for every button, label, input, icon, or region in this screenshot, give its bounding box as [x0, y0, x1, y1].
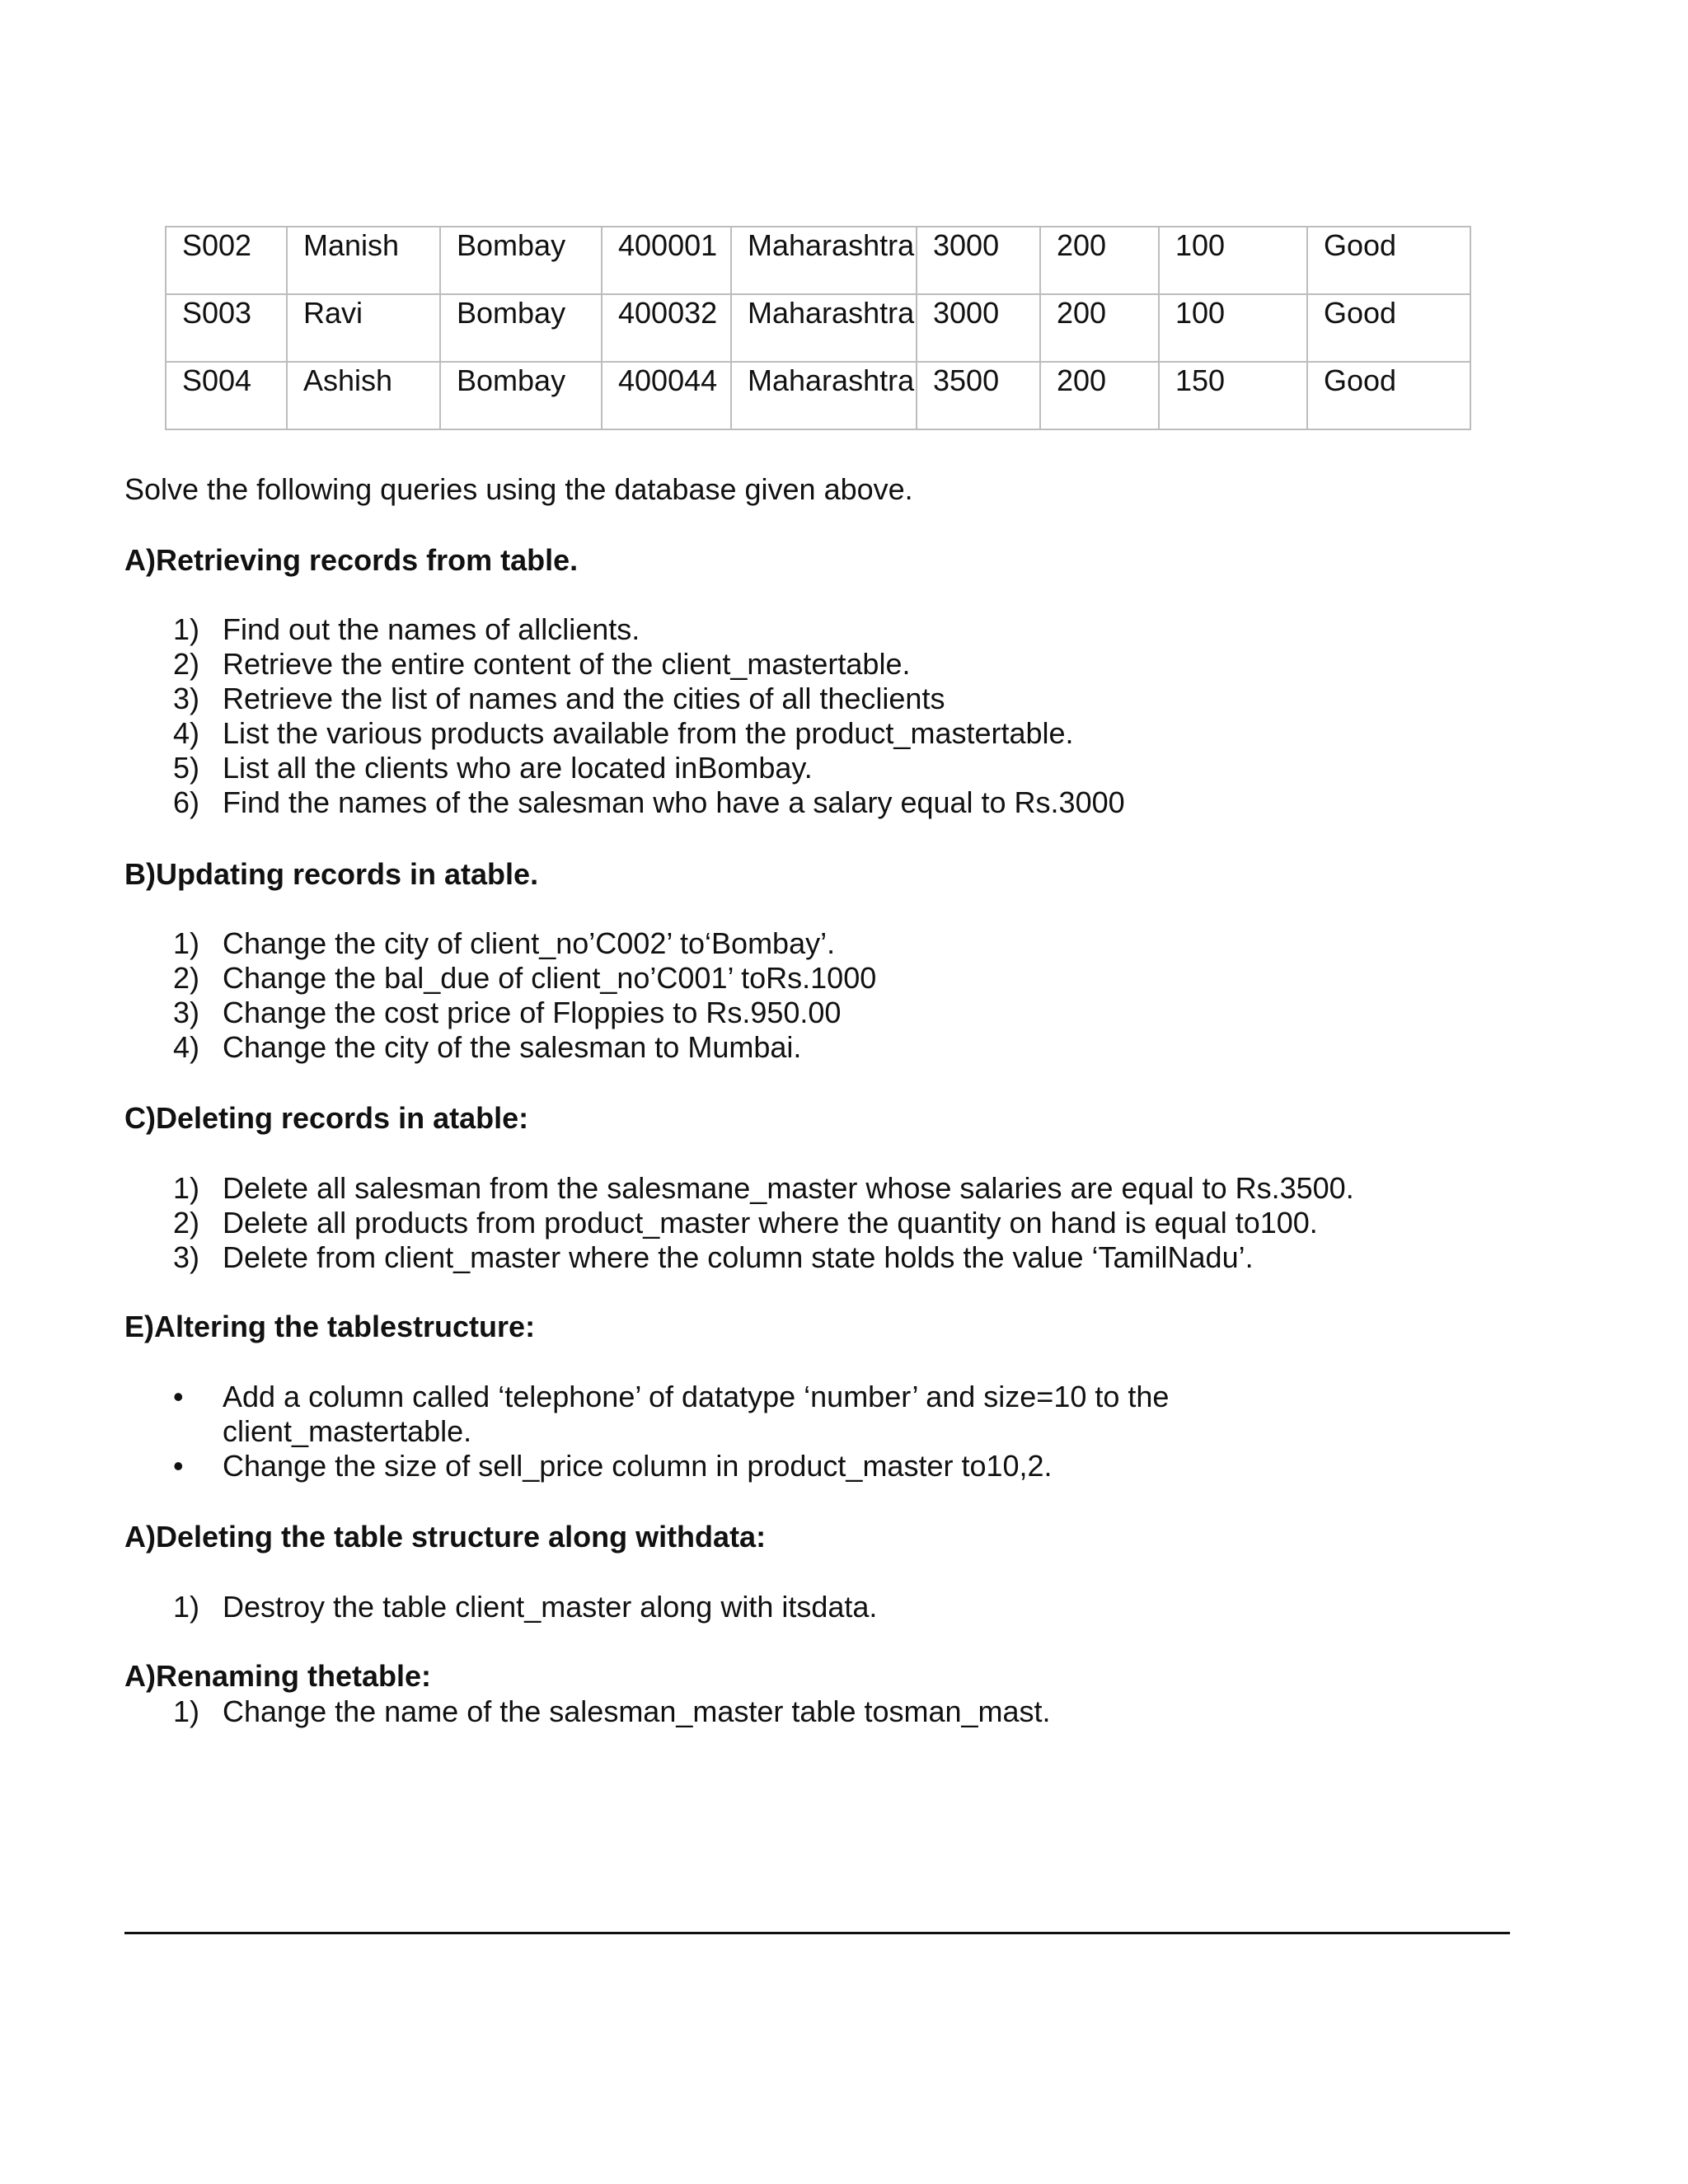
table-cell: 400001 — [602, 227, 731, 294]
table-cell: Manish — [287, 227, 440, 294]
section-heading-altering: E)Altering the tablestructure: — [124, 1310, 536, 1343]
table-cell: Good — [1307, 362, 1470, 429]
list-item: 1) Change the name of the salesman_master table tosman_mast. — [173, 1694, 1051, 1728]
list-item: 3) Change the cost price of Floppies to Rs.950.00 — [173, 996, 842, 1029]
bullet-icon: • — [173, 1380, 184, 1413]
list-item: 4) Change the city of the salesman to Mumbai. — [173, 1030, 802, 1064]
table-row — [166, 362, 1470, 429]
list-item: 3) Retrieve the list of names and the cities of all theclients — [173, 682, 945, 715]
table-cell: 400044 — [602, 362, 731, 429]
table-row — [166, 227, 1470, 294]
table-cell: 200 — [1040, 362, 1159, 429]
dropping-query-list — [173, 1590, 877, 1624]
table-cell: S003 — [166, 294, 287, 362]
list-item: 2) Change the bal_due of client_no’C001’ toRs.1000 — [173, 961, 877, 995]
table-cell: 3000 — [917, 227, 1040, 294]
section-heading-dropping: A)Deleting the table structure along withdata: — [124, 1520, 767, 1554]
table-cell: Bombay — [440, 362, 602, 429]
list-item: 6) Find the names of the salesman who have a salary equal to Rs.3000 — [173, 785, 1125, 819]
list-item: • Change the size of sell_price column in product_master to10,2. — [173, 1449, 1053, 1483]
list-item: 2) Delete all products from product_master where the quantity on hand is equal to100. — [173, 1206, 1318, 1240]
footer-rule — [124, 1932, 1510, 1934]
table-cell: Maharashtra — [731, 227, 917, 294]
list-item: 1) Change the city of client_no’C002’ to‘Bombay’. — [173, 926, 836, 960]
table-cell: 400032 — [602, 294, 731, 362]
list-item: 2) Retrieve the entire content of the client_mastertable. — [173, 647, 911, 681]
table-cell: Good — [1307, 294, 1470, 362]
table-cell: Ashish — [287, 362, 440, 429]
table-row — [166, 294, 1470, 362]
intro-text: Solve the following queries using the database given above. — [124, 472, 913, 506]
list-item: • Add a column called ‘telephone’ of datatype ‘number’ and size=10 to the client_mastertable. — [173, 1380, 1170, 1448]
table-cell: Maharashtra — [731, 362, 917, 429]
table-cell: S002 — [166, 227, 287, 294]
table-cell: 200 — [1040, 227, 1159, 294]
list-item: 5) List all the clients who are located inBombay. — [173, 751, 813, 785]
section-heading-updating: B)Updating records in atable. — [124, 857, 539, 891]
section-heading-retrieving: A)Retrieving records from table. — [124, 543, 579, 577]
table-cell: 150 — [1159, 362, 1307, 429]
table-cell: 200 — [1040, 294, 1159, 362]
table-cell: 3500 — [917, 362, 1040, 429]
table-cell: 100 — [1159, 294, 1307, 362]
retrieving-query-list — [173, 612, 1125, 820]
list-item: 1) Destroy the table client_master along with itsdata. — [173, 1590, 878, 1624]
renaming-query-list — [173, 1694, 1051, 1729]
table-cell: Bombay — [440, 227, 602, 294]
list-item: 1) Find out the names of allclients. — [173, 612, 640, 646]
table-cell: Maharashtra — [731, 294, 917, 362]
table-cell: Ravi — [287, 294, 440, 362]
list-item: 4) List the various products available from the product_mastertable. — [173, 716, 1074, 750]
table-cell: 100 — [1159, 227, 1307, 294]
table-cell: Good — [1307, 227, 1470, 294]
bullet-icon: • — [173, 1449, 184, 1483]
salesman-data-table — [165, 226, 1471, 430]
table-cell: 3000 — [917, 294, 1040, 362]
section-heading-renaming: A)Renaming thetable: — [124, 1659, 432, 1693]
deleting-query-list — [173, 1171, 1354, 1275]
table-cell: Bombay — [440, 294, 602, 362]
list-item: 1) Delete all salesman from the salesmane_master whose salaries are equal to Rs.3500. — [173, 1171, 1354, 1205]
list-item: 3) Delete from client_master where the column state holds the value ‘TamilNadu’. — [173, 1240, 1254, 1274]
table-cell: S004 — [166, 362, 287, 429]
altering-query-list — [173, 1380, 1261, 1483]
section-heading-deleting: C)Deleting records in atable: — [124, 1101, 529, 1135]
updating-query-list — [173, 926, 876, 1065]
